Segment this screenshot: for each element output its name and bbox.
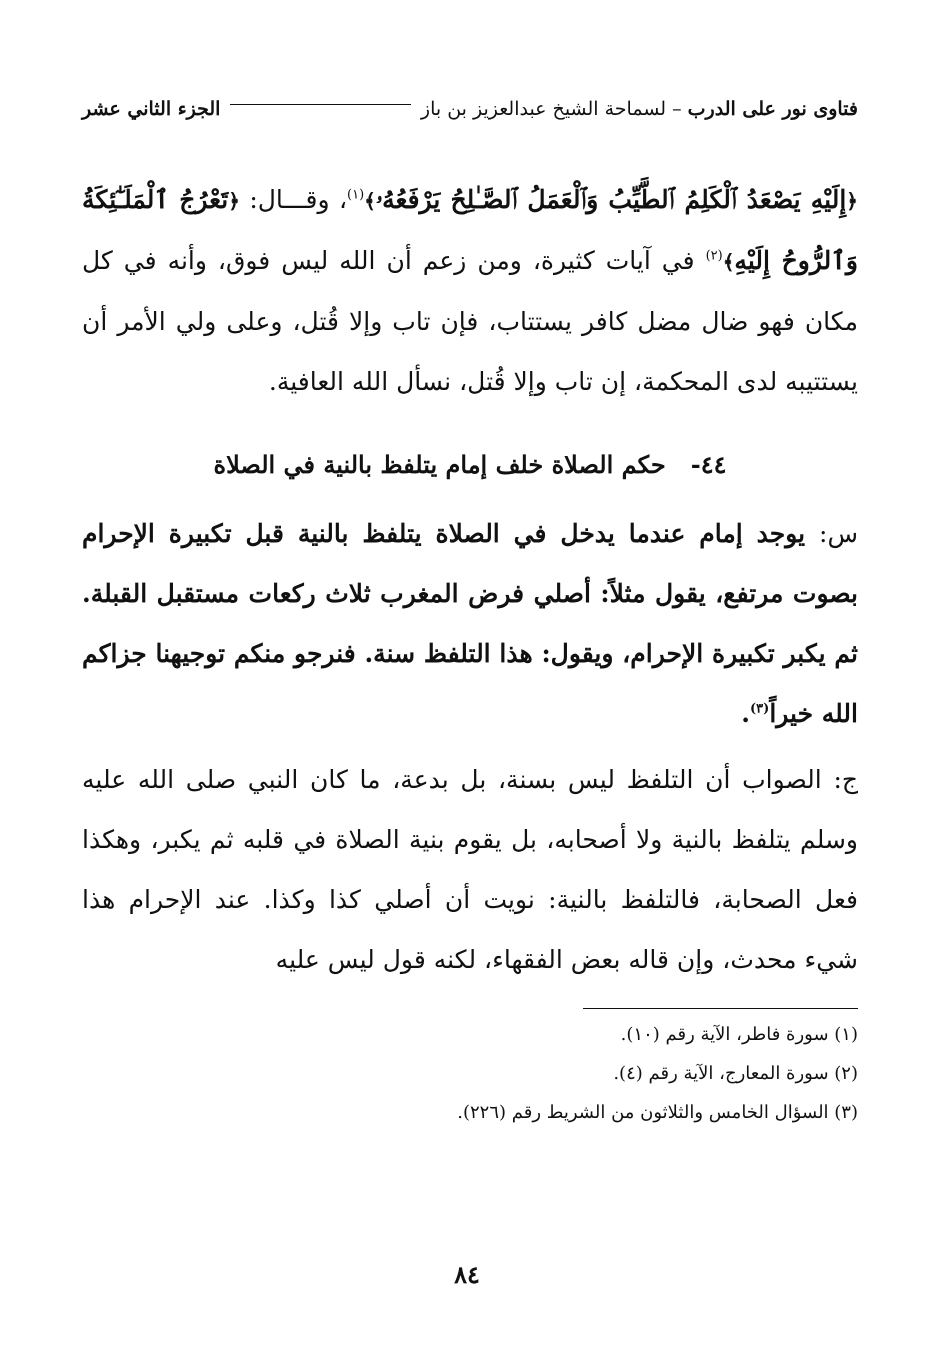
header-title [421,98,858,120]
bracket-close-ornament-icon: ﴾ [722,250,735,274]
footnote-rule [583,1008,858,1009]
footnote-ref-1: (١) [347,187,365,203]
connector-text: ، وقـــال: [249,185,348,214]
bracket-close-ornament-icon: ﴾ [364,189,376,213]
answer-label: ج: [833,765,859,794]
bracket-open-ornament-icon: ﴿ [846,189,858,213]
book-title: فتاوى نور على الدرب [687,98,858,120]
running-header [82,92,858,126]
intro-paragraph [82,170,858,412]
header-rule [230,104,410,105]
author-name: – لسماحة الشيخ عبدالعزيز بن باز [420,98,682,120]
footnotes [82,1015,858,1132]
intro-text: في آيات كثيرة، ومن زعم أن الله ليس فوق، وأنه في كل مكان فهو ضال مضل كافر يستتاب، فإن تاب وإلا قُتل، وعلى ولي الأمر أن يستتيبه لدى المحكمة، إن تاب وإلا قُتل، نسأل الله العافية. [82,246,858,396]
section-heading [82,440,858,490]
question-label: س: [819,519,858,548]
footnote-ref-2: (٢) [705,248,723,264]
page [82,92,858,1132]
section-number: ٤٤- [690,450,727,479]
answer-text: الصواب أن التلفظ ليس بسنة، بل بدعة، ما كان النبي صلى الله عليه وسلم يتلفظ بالنية ولا أصحابه، بل يقوم بنية الصلاة في قلبه ثم يكبر، وهكذا فعل الصحابة، فالتلفظ بالنية: نويت أن أصلي كذا وكذا. عند الإحرام هذا شيء محدث، وإن قاله بعض الفقهاء، لكنه قول ليس عليه [82,765,858,974]
question-end: . [741,699,751,728]
footnote-1: (١) سورة فاطر، الآية رقم (١٠). [620,1024,858,1045]
footnote-3: (٣) السؤال الخامس والثلاثون من الشريط رقم (٢٢٦). [457,1102,858,1123]
section-title: حكم الصلاة خلف إمام يتلفظ بالنية في الصلاة [213,450,666,479]
footnote-ref-3: (٣) [750,701,770,717]
footnote-2: (٢) سورة المعارج، الآية رقم (٤). [613,1063,858,1084]
bracket-open-ornament-icon: ﴿ [228,189,240,213]
question-paragraph [82,504,858,744]
answer-paragraph [82,750,858,990]
quran-verse-2: ﴿تَعْرُجُ ٱلْمَلَـٰٓئِكَةُ وَٱلرُّوحُ إِلَيْهِ﴾ [82,185,859,275]
quran-verse-1: ﴿إِلَيْهِ يَصْعَدُ ٱلْكَلِمُ ٱلطَّيِّبُ وَٱلْعَمَلُ ٱلصَّـٰلِحُ يَرْفَعُهُۥ﴾ [364,185,858,214]
volume-label: الجزء الثاني عشر [82,98,221,120]
question-text: يوجد إمام عندما يدخل في الصلاة يتلفظ بالنية قبل تكبيرة الإحرام بصوت مرتفع، يقول مثلاً: أصلي فرض المغرب ثلاث ركعات مستقبل القبلة. ثم يكبر تكبيرة الإحرام، ويقول: هذا التلفظ سنة. فنرجو منكم توجيهنا جزاكم الله خيراً [82,519,858,728]
page-number: ٨٤ [454,1260,480,1289]
